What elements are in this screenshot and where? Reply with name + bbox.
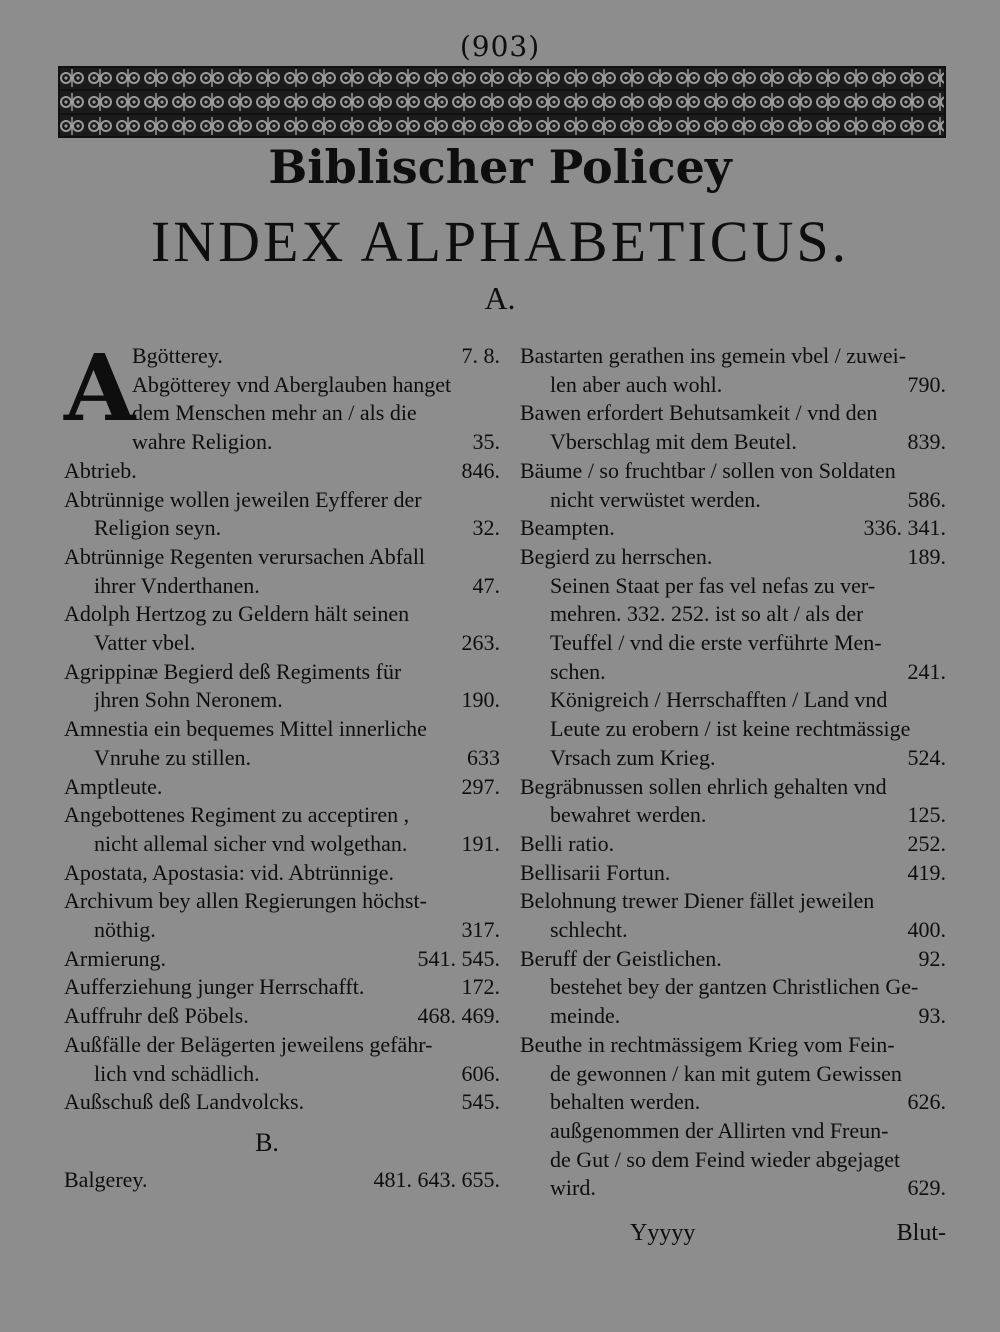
index-entry-line: [132, 371, 500, 400]
page-reference: 606.: [461, 1060, 500, 1086]
index-entry-text: Armierung.: [64, 945, 167, 971]
page-reference: 263.: [461, 630, 500, 656]
index-entry: [520, 945, 946, 1031]
index-entry-line: [132, 342, 500, 371]
index-entry-text: Vberschlag mit dem Beutel.: [550, 429, 797, 455]
index-entry-text: jhren Sohn Neronem.: [94, 687, 283, 713]
page-reference: 241.: [907, 658, 946, 684]
page-reference: [936, 887, 946, 916]
index-entry: [520, 773, 946, 830]
index-entry-line: [520, 715, 946, 744]
index-entry-line: [520, 1146, 946, 1175]
index-entry-text: Leute zu erobern / ist keine rechtmässige: [550, 716, 911, 742]
page-reference: [490, 715, 500, 744]
page-reference: 846.: [461, 457, 500, 483]
index-entry: [64, 715, 500, 772]
page-reference: [490, 801, 500, 830]
index-entry-line: [520, 686, 946, 715]
index-entry-line: [64, 543, 500, 572]
page-footer: [630, 1220, 946, 1247]
index-entry-line: [64, 973, 500, 1002]
index-list-a: [64, 334, 500, 1117]
page-reference: 790.: [907, 371, 946, 397]
index-entry-text: Außfälle der Belägerten jeweilens gefähr-: [64, 1031, 433, 1057]
page-reference: 541. 545.: [417, 945, 500, 971]
index-entry-line: [64, 658, 500, 687]
section-heading-a: A.: [484, 280, 516, 316]
index-entry-text: bestehet bey der gantzen Christlichen Ge-: [550, 974, 919, 1000]
page-reference: 32.: [472, 515, 500, 541]
page-reference: 125.: [907, 802, 946, 828]
index-entry-text: Begräbnussen sollen ehrlich gehalten vnd: [520, 773, 887, 799]
index-entry: [64, 457, 500, 486]
index-entry-text: Aufferziehung junger Herrschafft.: [64, 974, 365, 1000]
index-entry-line: [64, 859, 500, 888]
index-entry-text: außgenommen der Allirten vnd Freun-: [550, 1117, 889, 1143]
index-entry: [64, 945, 500, 974]
index-entry: [520, 1031, 946, 1203]
index-entry: [64, 600, 500, 657]
index-entry-line: [64, 945, 500, 974]
index-entry-text: de Gut / so dem Feind wieder abgejaget: [550, 1146, 901, 1172]
page-reference: [490, 1031, 500, 1060]
page-reference: [936, 773, 946, 802]
page-reference: 481. 643. 655.: [373, 1166, 500, 1192]
index-entry-text: mehren. 332. 252. ist so alt / als der: [550, 601, 864, 627]
page-reference: 191.: [461, 830, 500, 856]
index-entry-line: [132, 428, 500, 457]
index-entry-text: Religion seyn.: [94, 515, 222, 541]
page-reference: [936, 686, 946, 715]
index-entry-line: [520, 887, 946, 916]
index-entry-text: Teuffel / vnd die erste verführte Men-: [550, 630, 882, 656]
index-entry-text: Belli ratio.: [520, 830, 615, 856]
index-entry-line: [64, 1031, 500, 1060]
page-reference: [490, 600, 500, 629]
index-list-b: [64, 1166, 500, 1195]
page-reference: [490, 859, 500, 888]
page-reference: 419.: [907, 859, 946, 885]
index-entry-text: Abtrünnige Regenten verursachen Abfall: [64, 543, 426, 569]
index-entry-line: [520, 744, 946, 773]
page-reference: [936, 715, 946, 744]
index-entry-line: [520, 629, 946, 658]
index-entry: [64, 543, 500, 600]
index-entry-line: [64, 1088, 500, 1117]
index-entry-text: nöthig.: [94, 917, 156, 943]
index-entry-line: [64, 916, 500, 945]
page-reference: [936, 1146, 946, 1175]
index-entry-line: [520, 773, 946, 802]
index-entry-text: Auffruhr deß Pöbels.: [64, 1003, 249, 1029]
index-entry-line: [520, 1060, 946, 1089]
index-entry: [64, 1088, 500, 1117]
index-entry: [520, 399, 946, 456]
index-entry: [64, 1166, 500, 1195]
index-entry-line: [520, 658, 946, 687]
index-entry-line: [520, 600, 946, 629]
index-entry-line: [64, 514, 500, 543]
index-entry-line: [64, 629, 500, 658]
index-entry: [520, 830, 946, 859]
index-entry-text: schen.: [550, 658, 606, 684]
page-reference: 317.: [461, 917, 500, 943]
index-entry-text: Bastarten gerathen ins gemein vbel / zuwei-: [520, 343, 907, 368]
index-entry: [64, 773, 500, 802]
index-entry-text: Beuthe in rechtmässigem Krieg vom Fein-: [520, 1031, 895, 1057]
index-entry-line: [520, 1031, 946, 1060]
index-entry-line: [520, 830, 946, 859]
index-entry-line: [520, 572, 946, 601]
index-entry-line: [520, 371, 946, 400]
index-entry-line: [64, 1166, 500, 1195]
index-column-right: [520, 342, 946, 1203]
page-reference: 839.: [907, 429, 946, 455]
index-entry-text: Abtrieb.: [64, 457, 137, 483]
page-reference: [490, 658, 500, 687]
index-entry-text: Amptleute.: [64, 773, 163, 799]
index-entry-text: len aber auch wohl.: [550, 371, 723, 397]
catchword: Blut-: [896, 1220, 946, 1246]
index-entry-text: Angebottenes Regiment zu acceptiren ,: [64, 802, 410, 828]
index-entry-line: [64, 1002, 500, 1031]
page-reference: [936, 973, 946, 1002]
signature-mark: Yyyyy: [630, 1220, 696, 1246]
page-reference: [936, 1060, 946, 1089]
page-reference: 7. 8.: [461, 343, 500, 368]
index-entry-line: [64, 744, 500, 773]
index-entry-text: Beruff der Geistlichen.: [520, 945, 722, 971]
page-reference: [490, 887, 500, 916]
page-title-german: Biblischer Policey: [268, 140, 732, 194]
index-entry-text: dem Menschen mehr an / als die: [132, 400, 417, 426]
index-entry-text: Königreich / Herrschafften / Land vnd: [550, 687, 888, 713]
index-entry-line: [520, 342, 946, 371]
index-entry: [64, 887, 500, 944]
index-entry-line: [132, 399, 500, 428]
ornamental-border-band: [58, 66, 946, 138]
index-list-b-continued: [520, 342, 946, 1203]
page-reference: [936, 1117, 946, 1146]
index-entry-line: [520, 1117, 946, 1146]
index-entry-text: Adolph Hertzog zu Geldern hält seinen: [64, 601, 410, 627]
page-reference: 297.: [461, 773, 500, 799]
page-reference: 629.: [907, 1175, 946, 1201]
index-entry: [520, 543, 946, 773]
page-reference: [490, 543, 500, 572]
index-entry-line: [520, 1002, 946, 1031]
index-entry: [520, 342, 946, 399]
index-entry-text: wahre Religion.: [132, 429, 273, 455]
index-entry-text: bewahret werden.: [550, 802, 707, 828]
index-entry-line: [520, 1088, 946, 1117]
ornament-pattern: [58, 66, 946, 138]
index-entry: [64, 1002, 500, 1031]
index-entry-text: Archivum bey allen Regierungen höchst-: [64, 888, 427, 914]
index-entry-text: schlecht.: [550, 917, 628, 943]
index-entry-text: Belohnung trewer Diener fället jeweilen: [520, 888, 875, 914]
index-entry-line: [64, 486, 500, 515]
index-entry-line: [64, 830, 500, 859]
page-reference: 633: [467, 744, 500, 770]
index-entry-text: Agrippinæ Begierd deß Regiments für: [64, 658, 402, 684]
page-title-latin: INDEX ALPHABETICUS.: [150, 209, 850, 274]
page-reference: 626.: [907, 1089, 946, 1115]
index-entry-text: ihrer Vnderthanen.: [94, 572, 260, 598]
page-reference: [936, 457, 946, 486]
index-entry: [64, 334, 500, 457]
index-entry-text: Begierd zu herrschen.: [520, 543, 713, 569]
page-reference: [936, 600, 946, 629]
index-entry-line: [520, 428, 946, 457]
index-entry-text: Bellisarii Fortun.: [520, 859, 671, 885]
index-entry-text: Vnruhe zu stillen.: [94, 744, 252, 770]
index-entry-text: Apostata, Apostasia: vid. Abtrünnige.: [64, 859, 394, 885]
page-reference: 190.: [461, 687, 500, 713]
index-entry-line: [64, 887, 500, 916]
index-entry-text: Vrsach zum Krieg.: [550, 744, 716, 770]
page-reference: 468. 469.: [417, 1003, 500, 1029]
index-entry-line: [64, 715, 500, 744]
index-entry-text: wird.: [550, 1175, 596, 1201]
drop-cap-initial: A: [64, 334, 136, 442]
index-entry-line: [520, 945, 946, 974]
page-reference: 172.: [461, 974, 500, 1000]
section-heading-b: B.: [255, 1127, 279, 1157]
index-entry-line: [520, 514, 946, 543]
index-entry: [64, 486, 500, 543]
page-reference: 47.: [472, 572, 500, 598]
index-entry-text: meinde.: [550, 1003, 621, 1029]
index-entry: [520, 457, 946, 514]
page-reference: 93.: [918, 1003, 946, 1029]
index-entry-line: [64, 801, 500, 830]
page-reference: 35.: [472, 429, 500, 455]
index-entry-line: [520, 457, 946, 486]
index-entry-text: behalten werden.: [550, 1089, 701, 1115]
index-entry-text: lich vnd schädlich.: [94, 1060, 260, 1086]
index-entry-line: [520, 399, 946, 428]
page-reference: 252.: [907, 830, 946, 856]
page-reference: [490, 399, 500, 428]
page-reference: [936, 342, 946, 371]
index-entry: [520, 514, 946, 543]
index-entry-text: Abgötterey vnd Aberglauben hanget: [132, 371, 452, 397]
index-entry-text: de gewonnen / kan mit gutem Gewissen: [550, 1060, 902, 1086]
index-entry-line: [520, 801, 946, 830]
index-entry-line: [64, 773, 500, 802]
index-column-left: [64, 334, 500, 1194]
index-entry-text: nicht verwüstet werden.: [550, 486, 761, 512]
page-reference: [490, 486, 500, 515]
index-entry-line: [64, 457, 500, 486]
page-reference: 92.: [918, 945, 946, 971]
index-entry: [520, 887, 946, 944]
page-reference: 400.: [907, 917, 946, 943]
index-entry-text: Bawen erfordert Behutsamkeit / vnd den: [520, 400, 878, 426]
page-reference: [936, 1031, 946, 1060]
index-entry-text: Bäume / so fruchtbar / sollen von Soldaten: [520, 457, 896, 483]
index-entry-line: [520, 486, 946, 515]
index-entry-text: Abtrünnige wollen jeweilen Eyfferer der: [64, 486, 422, 512]
page-reference: 336. 341.: [863, 515, 946, 541]
index-entry-line: [520, 543, 946, 572]
index-entry-text: Balgerey.: [64, 1166, 148, 1192]
index-entry: [64, 801, 500, 858]
index-entry-text: nicht allemal sicher vnd wolgethan.: [94, 830, 408, 856]
page-reference: [936, 572, 946, 601]
index-entry-line: [520, 916, 946, 945]
index-entry: [64, 859, 500, 888]
page-reference: [936, 629, 946, 658]
page-reference: [936, 399, 946, 428]
index-entry-line: [64, 1060, 500, 1089]
page-reference: [490, 371, 500, 400]
index-entry-text: Beampten.: [520, 515, 615, 541]
index-entry-text: Vatter vbel.: [94, 630, 196, 656]
index-entry-line: [520, 1174, 946, 1203]
index-entry-text: Außschuß deß Landvolcks.: [64, 1089, 305, 1115]
index-entry: [520, 859, 946, 888]
index-entry-text: Seinen Staat per fas vel nefas zu ver-: [550, 572, 876, 598]
index-entry-line: [64, 686, 500, 715]
index-entry: [64, 973, 500, 1002]
index-entry-text: Bgötterey.: [132, 343, 223, 368]
index-entry-line: [520, 859, 946, 888]
page-reference: 189.: [907, 543, 946, 569]
page-reference: 586.: [907, 486, 946, 512]
index-entry-line: [64, 572, 500, 601]
page-reference: 524.: [907, 744, 946, 770]
index-entry-text: Amnestia ein bequemes Mittel innerliche: [64, 716, 427, 742]
index-entry: [64, 1031, 500, 1088]
page-number: (903): [459, 30, 541, 63]
index-entry-line: [520, 973, 946, 1002]
page-reference: 545.: [461, 1089, 500, 1115]
index-entry-line: [64, 600, 500, 629]
index-entry: [64, 658, 500, 715]
